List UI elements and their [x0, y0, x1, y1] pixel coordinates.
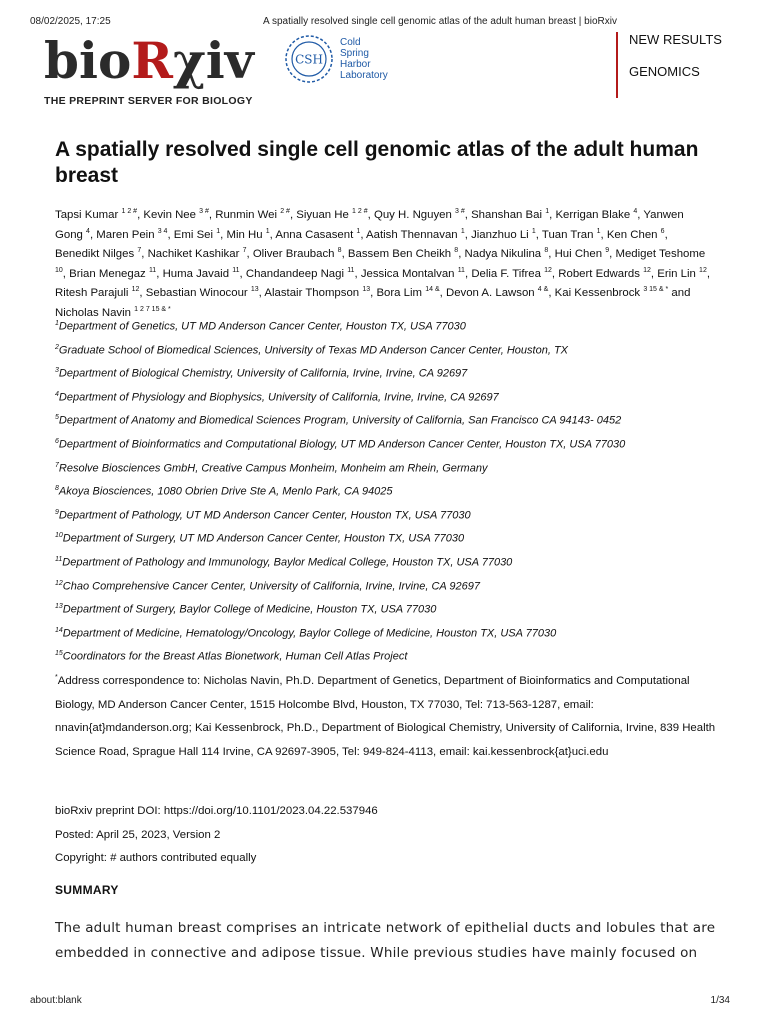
affiliation-number: 3: [55, 367, 59, 375]
affiliation-text: Department of Anatomy and Biomedical Sciences Program, University of California, San Francisco CA 94143- 0452: [58, 415, 622, 428]
author-affiliation-marks: 1: [596, 227, 601, 235]
correspondence-text: Address correspondence to: Nicholas Navin, Ph.D. Department of Genetics, Department of Bioinformatics and Computational Biology, MD Anderson Cancer Center, 1515 Holcombe Blvd, Houston, TX 77030, Tel: 713-563-1287, email: nnavin{at}mdanderson.org; Kai Kessenbrock, Ph.D., Department of Biological Chemistry, University of California, Irvine, 839 Health Science Road, Sprague Hall 114 Irvine, CA 92697-3905, Tel: 949-824-4113, email: kai.kessenbrock{at}uci.edu: [55, 674, 716, 759]
affiliation-number: 5: [55, 414, 59, 422]
affiliation-number: 15: [55, 650, 63, 658]
author-affiliation-marks: 2 #: [280, 208, 290, 215]
affiliation-item: [55, 359, 735, 383]
correspondence-mark: *: [55, 674, 58, 681]
author-affiliation-marks: 1 2 7 15 & *: [134, 305, 171, 313]
author-name[interactable]: Hui Chen: [554, 247, 603, 260]
author-name[interactable]: Brian Menegaz: [69, 267, 146, 280]
author-affiliation-marks: 11: [148, 266, 157, 274]
author-affiliation-marks: 8: [454, 247, 459, 254]
author-affiliation-marks: 13: [250, 286, 259, 293]
author-name[interactable]: Emi Sei: [173, 228, 214, 241]
author-affiliation-marks: 13: [362, 286, 371, 293]
author-separator: ,: [62, 267, 70, 280]
affiliation-text: Department of Pathology and Immunology, Baylor Medical College, Houston TX, USA 77030: [62, 556, 513, 569]
affiliation-item: [55, 454, 735, 478]
print-header: [30, 16, 730, 27]
biorxiv-logo[interactable]: [44, 33, 254, 107]
affiliation-text: Department of Biological Chemistry, University of California, Irvine, Irvine, CA 92697: [58, 367, 468, 380]
author-separator: ,: [354, 267, 361, 280]
author-affiliation-marks: 1: [531, 227, 536, 235]
site-tagline: THE PREPRINT SERVER FOR BIOLOGY: [44, 95, 253, 107]
affiliation-number: 9: [55, 508, 59, 516]
affiliation-number: 14: [55, 626, 63, 634]
author-separator: ,: [609, 247, 616, 260]
author-affiliation-marks: 1 2 #: [121, 208, 138, 215]
affiliation-text: Department of Medicine, Hematology/Oncology, Baylor College of Medicine, Houston TX, USA 77030: [62, 627, 557, 640]
author-affiliation-marks: 7: [137, 247, 142, 254]
author-affiliation-marks: 9: [605, 247, 610, 254]
author-affiliation-marks: 1 2 #: [352, 208, 368, 215]
author-separator: ,: [289, 208, 297, 221]
affiliation-text: Coordinators for the Breast Atlas Bionetwork, Human Cell Atlas Project: [62, 650, 408, 663]
author-name[interactable]: Kerrigan Blake: [555, 208, 631, 221]
author-name[interactable]: Anna Casasent: [275, 228, 354, 241]
author-name[interactable]: Nadya Nikulina: [464, 247, 542, 260]
affiliation-item: [55, 572, 735, 596]
author-separator: ,: [548, 286, 555, 299]
copyright-line: Copyright: # authors contributed equally: [55, 852, 257, 864]
affiliation-number: 7: [55, 461, 59, 469]
author-name[interactable]: Tapsi Kumar: [55, 208, 119, 221]
author-name[interactable]: Delia F. Tifrea: [471, 267, 541, 280]
author-separator: ,: [139, 286, 146, 299]
affiliation-text: Department of Genetics, UT MD Anderson Cancer Center, Houston TX, USA 77030: [58, 320, 466, 333]
author-name[interactable]: Bassem Ben Cheikh: [347, 247, 452, 260]
affiliation-item: [55, 524, 735, 548]
author-name[interactable]: Yanwen Gong: [55, 208, 684, 241]
affiliation-item: [55, 336, 735, 360]
author-separator: ,: [548, 247, 555, 260]
csh-name: [340, 37, 388, 81]
author-separator: ,: [535, 228, 542, 241]
author-separator: ,: [367, 208, 374, 221]
author-separator: ,: [464, 208, 472, 221]
author-name[interactable]: Shanshan Bai: [471, 208, 543, 221]
print-url: about:blank: [30, 995, 82, 1006]
affiliation-text: Department of Surgery, UT MD Anderson Cancer Center, Houston TX, USA 77030: [62, 533, 465, 545]
author-separator: ,: [208, 208, 216, 221]
author-separator: ,: [370, 286, 377, 299]
author-name[interactable]: Nicholas Navin: [55, 306, 131, 319]
author-name[interactable]: Jianzhuo Li: [471, 228, 529, 241]
author-name[interactable]: Robert Edwards: [558, 267, 640, 280]
article-meta: [55, 800, 378, 871]
nav-new-results-link[interactable]: NEW RESULTS: [629, 32, 722, 47]
author-name[interactable]: Huma Javaid: [162, 267, 230, 280]
author-name[interactable]: Min Hu: [226, 228, 263, 241]
csh-line: Harbor: [340, 59, 371, 70]
author-affiliation-marks: 3 15 & *: [643, 286, 669, 293]
author-affiliation-marks: 12: [643, 266, 651, 274]
affiliation-item: [55, 383, 735, 407]
author-name[interactable]: Devon A. Lawson: [445, 286, 535, 299]
csh-line: Spring: [340, 48, 369, 59]
logo-prefix: bio: [44, 31, 132, 90]
author-affiliation-marks: 12: [544, 266, 552, 274]
author-affiliation-marks: 3 #: [199, 208, 209, 215]
author-affiliation-marks: 1: [265, 227, 270, 235]
author-separator: ,: [89, 228, 97, 241]
author-name[interactable]: Kai Kessenbrock: [554, 286, 641, 299]
author-name[interactable]: Maren Pein: [96, 228, 155, 241]
author-affiliation-marks: 4: [86, 227, 90, 235]
author-affiliation-marks: 12: [699, 266, 707, 274]
author-affiliation-marks: 7: [242, 247, 247, 254]
author-separator: ,: [137, 208, 144, 221]
affiliation-number: 1: [55, 320, 59, 327]
affiliation-number: 4: [55, 390, 59, 398]
author-affiliation-marks: 3 4: [157, 227, 168, 235]
print-datetime: 08/02/2025, 17:25: [30, 16, 111, 27]
author-separator: ,: [637, 208, 644, 221]
author-affiliation-marks: 6: [660, 227, 665, 235]
affiliation-number: 11: [55, 555, 63, 563]
author-separator: ,: [246, 247, 253, 260]
affiliation-number: 12: [55, 579, 63, 587]
author-name[interactable]: Bora Lim: [376, 286, 423, 299]
affiliation-item: [55, 501, 735, 525]
summary-heading: SUMMARY: [55, 883, 119, 897]
article-title: A spatially resolved single cell genomic atlas of the adult human breast: [55, 138, 699, 187]
csh-badge-text: CSH: [295, 52, 323, 67]
affiliation-item: [55, 312, 735, 336]
affiliation-number: 6: [55, 437, 59, 445]
affiliation-number: 2: [55, 343, 59, 351]
author-separator: ,: [258, 286, 265, 299]
author-separator: ,: [664, 228, 668, 241]
author-name[interactable]: Mediget Teshome: [615, 247, 706, 260]
affiliation-text: Graduate School of Biomedical Sciences, University of Texas MD Anderson Cancer Center, Houston, TX: [58, 344, 568, 357]
author-name[interactable]: Quy H. Nguyen: [373, 208, 452, 221]
author-name[interactable]: Benedikt Nilges: [55, 247, 135, 260]
author-name[interactable]: Chandandeep Nagi: [245, 267, 345, 280]
doi-line[interactable]: bioRxiv preprint DOI: https://doi.org/10.1101/2023.04.22.537946: [55, 805, 378, 817]
author-name[interactable]: Runmin Wei: [215, 208, 278, 221]
author-affiliation-marks: 1: [545, 208, 550, 215]
author-separator: ,: [464, 228, 472, 241]
affiliation-item: [55, 548, 735, 572]
author-affiliation-marks: 8: [544, 247, 549, 254]
nav-genomics-link[interactable]: GENOMICS: [629, 64, 700, 79]
summary-text: The adult human breast comprises an intricate network of epithelial ducts and lobules that are embedded in connective and adipose tissue. While previous studies have mainly focused on: [55, 920, 716, 961]
print-footer: [30, 995, 730, 1006]
affiliation-item: [55, 430, 735, 454]
affiliation-text: Akoya Biosciences, 1080 Obrien Drive Ste A, Menlo Park, CA 94025: [58, 485, 393, 498]
author-name[interactable]: Siyuan He: [296, 208, 349, 221]
print-page-title: A spatially resolved single cell genomic atlas of the adult human breast | bioRxiv: [263, 16, 617, 27]
affiliation-text: Department of Bioinformatics and Computational Biology, UT MD Anderson Cancer Center, Houston TX, USA 77030: [58, 438, 626, 451]
affiliation-number: 10: [55, 532, 63, 540]
affiliation-number: 8: [55, 485, 59, 493]
csh-emblem-icon: [284, 34, 334, 84]
author-separator: ,: [269, 228, 276, 241]
author-name[interactable]: Alastair Thompson: [264, 286, 360, 299]
csh-line: Cold: [340, 37, 361, 48]
logo-r: R: [131, 31, 173, 90]
author-affiliation-marks: 11: [232, 266, 240, 274]
affiliation-item: [55, 642, 735, 666]
author-name[interactable]: Nachiket Kashikar: [147, 247, 240, 260]
author-name[interactable]: Ken Chen: [606, 228, 658, 241]
author-separator: ,: [239, 267, 246, 280]
author-separator: ,: [600, 228, 607, 241]
affiliation-list: [55, 312, 735, 666]
author-separator: ,: [551, 267, 559, 280]
author-affiliation-marks: 10: [55, 266, 63, 274]
affiliation-text: Chao Comprehensive Cancer Center, University of California, Irvine, Irvine, CA 92697: [62, 580, 480, 593]
author-affiliation-marks: 1: [216, 227, 221, 235]
author-name[interactable]: Jessica Montalvan: [360, 267, 455, 280]
logo-suffix: χiv: [172, 31, 254, 90]
author-name[interactable]: Kevin Nee: [143, 208, 196, 221]
author-name[interactable]: Tuan Tran: [541, 228, 594, 241]
affiliation-text: Department of Surgery, Baylor College of Medicine, Houston TX, USA 77030: [62, 603, 437, 616]
affiliation-item: [55, 619, 735, 643]
biorxiv-wordmark: [44, 33, 254, 89]
author-affiliation-marks: 4: [633, 208, 638, 215]
author-separator: ,: [220, 228, 227, 241]
author-name[interactable]: Ritesh Parajuli: [55, 286, 129, 299]
author-separator: and: [668, 286, 691, 299]
author-separator: ,: [341, 247, 348, 260]
category-nav: [616, 32, 722, 98]
author-name[interactable]: Sebastian Winocour: [145, 286, 248, 299]
author-separator: ,: [156, 267, 163, 280]
author-affiliation-marks: 3 #: [455, 208, 465, 215]
author-affiliation-marks: 11: [457, 266, 465, 274]
author-separator: ,: [141, 247, 148, 260]
author-list: [55, 204, 711, 321]
author-affiliation-marks: 8: [337, 247, 342, 254]
author-affiliation-marks: 11: [347, 266, 355, 274]
affiliation-item: [55, 406, 735, 430]
affiliation-text: Department of Physiology and Biophysics, University of California, Irvine, Irvine, CA 92697: [58, 391, 499, 404]
author-separator: ,: [650, 267, 658, 280]
author-name[interactable]: Aatish Thennavan: [366, 228, 458, 241]
author-separator: ,: [439, 286, 446, 299]
affiliation-text: Department of Pathology, UT MD Anderson Cancer Center, Houston TX, USA 77030: [58, 509, 471, 522]
affiliation-item: [55, 477, 735, 501]
affiliation-text: Resolve Biosciences GmbH, Creative Campus Monheim, Monheim am Rhein, Germany: [58, 462, 488, 475]
author-affiliation-marks: 14 &: [425, 286, 440, 293]
author-separator: ,: [458, 247, 465, 260]
affiliation-number: 13: [55, 603, 63, 611]
correspondence: [55, 666, 725, 765]
author-affiliation-marks: 4 &: [537, 286, 549, 293]
author-name[interactable]: Oliver Braubach: [252, 247, 335, 260]
author-separator: ,: [706, 267, 711, 280]
author-separator: ,: [167, 228, 174, 241]
csh-logo[interactable]: [284, 34, 388, 84]
author-affiliation-marks: 12: [131, 286, 140, 293]
author-separator: ,: [549, 208, 556, 221]
author-affiliation-marks: 1: [460, 227, 465, 235]
author-separator: ,: [360, 228, 367, 241]
author-separator: ,: [464, 267, 472, 280]
affiliation-item: [55, 595, 735, 619]
csh-line: Laboratory: [340, 70, 388, 81]
posted-line: Posted: April 25, 2023, Version 2: [55, 828, 221, 841]
author-affiliation-marks: 1: [356, 227, 361, 235]
author-name[interactable]: Erin Lin: [657, 267, 696, 280]
print-page-number: 1/34: [710, 995, 730, 1006]
